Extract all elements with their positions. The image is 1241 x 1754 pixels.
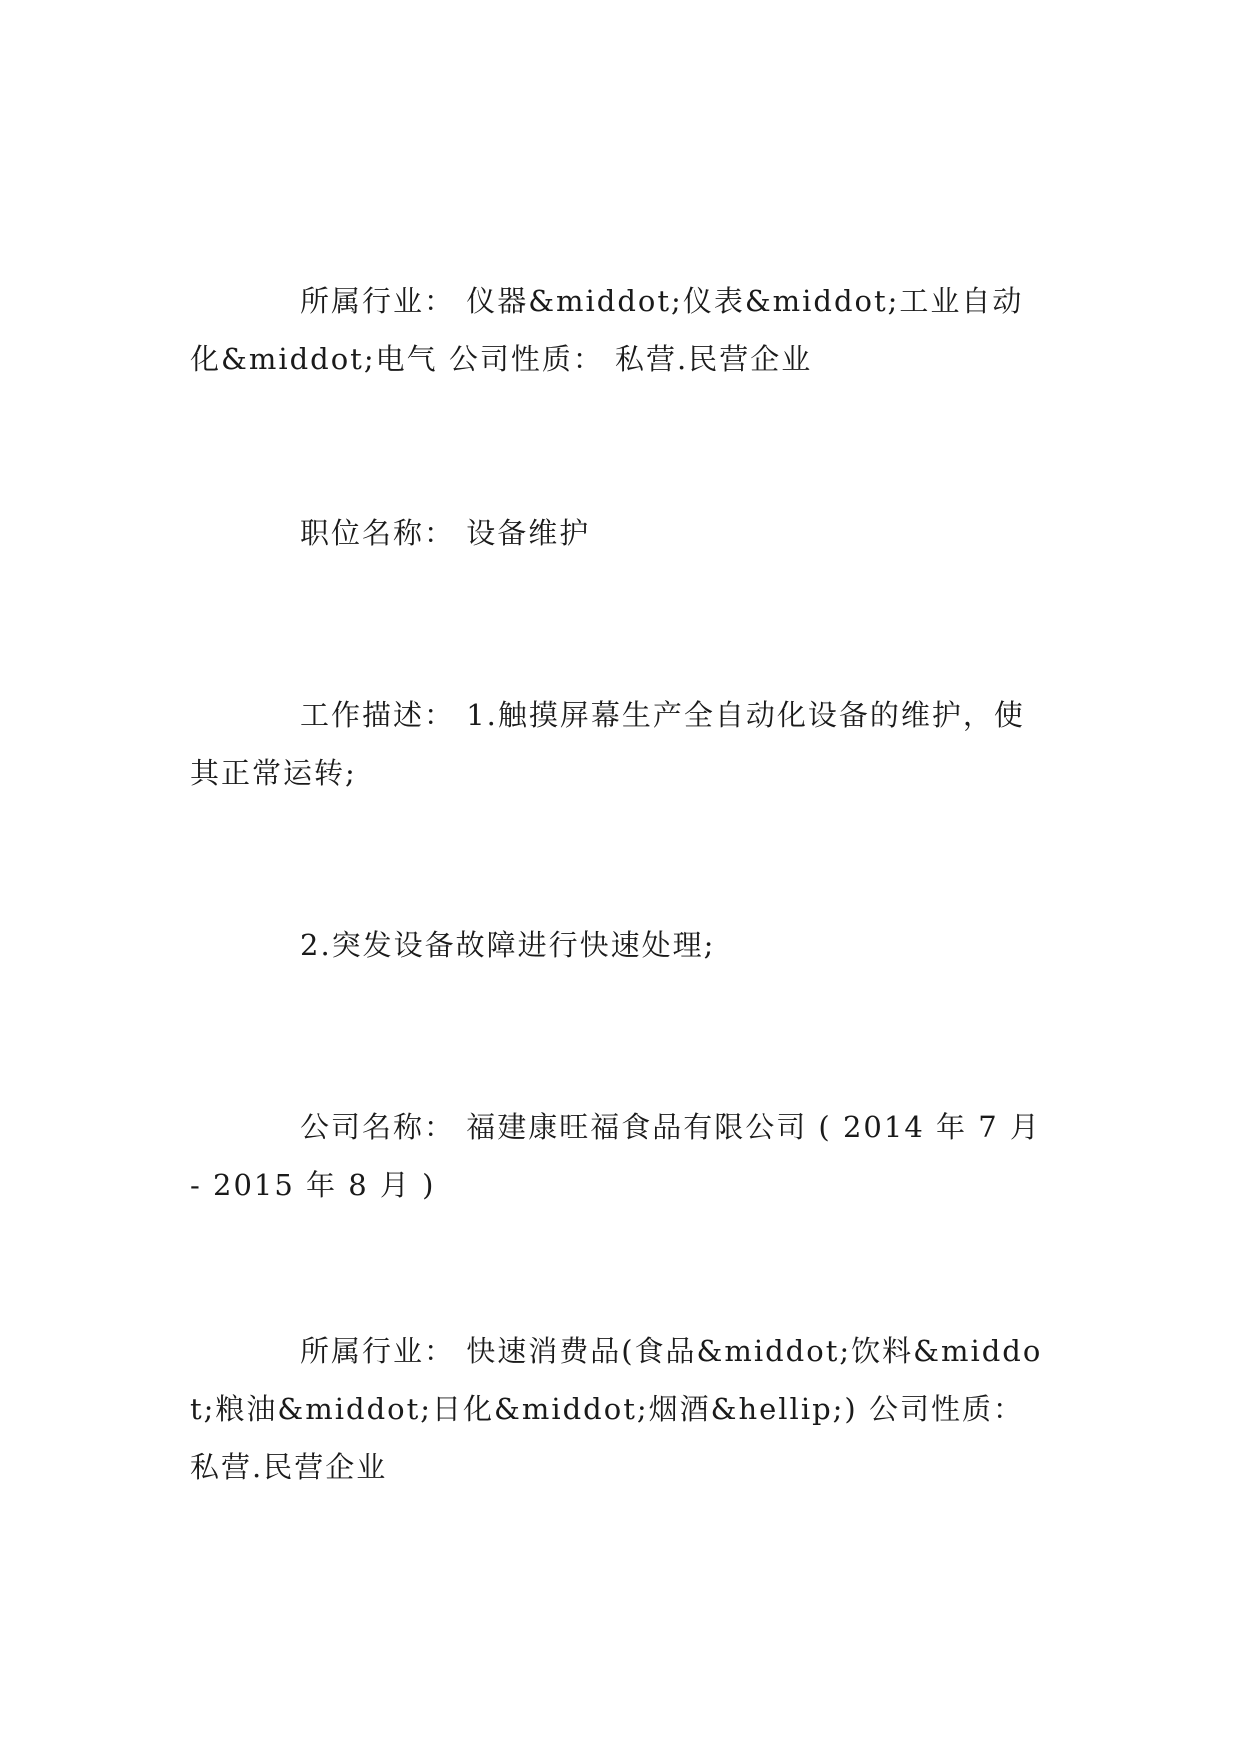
industry-paragraph-1: 所属行业： 仪器&middot;仪表&middot;工业自动化&middot;电气 公司性质： 私营.民营企业 <box>190 284 1024 376</box>
industry-paragraph-2: 所属行业： 快速消费品(食品&middot;饮料&middot;粮油&middot;日化&middot;烟酒&hellip;) 公司性质： 私营.民营企业 <box>190 1334 1043 1484</box>
job-description-paragraph: 工作描述： 1.触摸屏幕生产全自动化设备的维护，使其正常运转; <box>190 698 1025 790</box>
job-description-item-2: 2.突发设备故障进行快速处理; <box>300 928 716 962</box>
company-name-paragraph: 公司名称： 福建康旺福食品有限公司 ( 2014 年 7 月 - 2015 年 8 月 ) <box>190 1110 1041 1202</box>
job-title-paragraph: 职位名称： 设备维护 <box>300 516 591 550</box>
